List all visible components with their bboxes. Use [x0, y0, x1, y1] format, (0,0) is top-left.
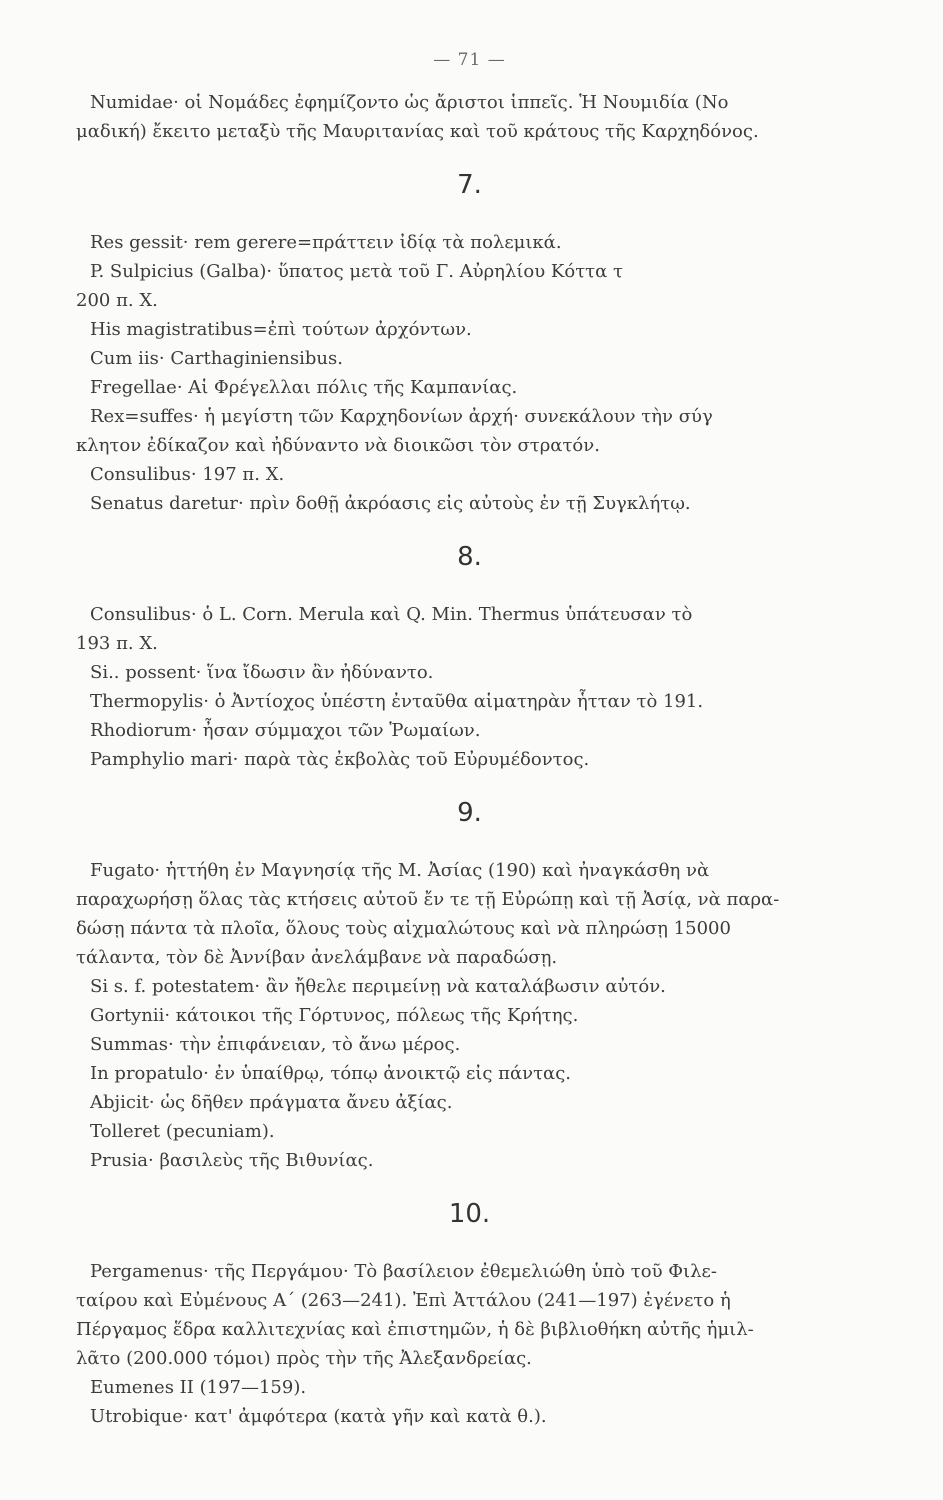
note-line: παραχωρήσῃ ὅλας τὰς κτήσεις αὐτοῦ ἔν τε τῇ Εὐρώπῃ καὶ τῇ Ἀσίᾳ, νὰ παρα-	[76, 889, 780, 910]
note-line: Rhodiorum· ἦσαν σύμμαχοι τῶν Ῥωμαίων.	[90, 720, 481, 741]
note-line: Utrobique· κατ' ἀμφότερα (κατὰ γῆν καὶ κατὰ θ.).	[90, 1406, 547, 1427]
note-line: Tolleret (pecuniam).	[90, 1121, 275, 1142]
note-line: δώσῃ πάντα τὰ πλοῖα, ὅλους τοὺς αἰχμαλώτους καὶ νὰ πληρώσῃ 15000	[76, 918, 731, 939]
note-section	[76, 542, 863, 774]
page-number: — 71 —	[433, 50, 506, 70]
note-line: Senatus daretur· πρὶν δοθῇ ἀκρόασις εἰς αὐτοὺς ἐν τῇ Συγκλήτῳ.	[90, 493, 691, 514]
section-number: 7.	[457, 170, 482, 200]
note-line: κλητον ἐδίκαζον καὶ ἠδύναντο νὰ διοικῶσι τὸν στρατόν.	[76, 435, 600, 456]
note-line: Fugato· ἡττήθη ἐν Μαγνησίᾳ τῆς Μ. Ἀσίας (190) καὶ ἠναγκάσθη νὰ	[90, 860, 710, 881]
section-number: 9.	[457, 798, 482, 828]
note-line: P. Sulpicius (Galba)· ὕπατος μετὰ τοῦ Γ. Αὐρηλίου Κόττα τ	[90, 261, 623, 282]
note-line: Abjicit· ὡς δῆθεν πράγματα ἄνευ ἀξίας.	[90, 1092, 453, 1113]
note-line: Gortynii· κάτοικοι τῆς Γόρτυνος, πόλεως τῆς Κρήτης.	[90, 1005, 579, 1026]
note-line: 200 π. Χ.	[76, 290, 158, 311]
note-section	[76, 170, 863, 518]
note-line: Si.. possent· ἵνα ἴδωσιν ἂν ἠδύναντο.	[90, 662, 434, 683]
section-number: 10.	[448, 1199, 491, 1229]
text-line: μαδική) ἔκειτο μεταξὺ τῆς Μαυριτανίας καὶ τοῦ κράτους τῆς Καρχηδόνος.	[76, 121, 759, 142]
section-number: 8.	[457, 542, 482, 572]
note-line: Πέργαμος ἕδρα καλλιτεχνίας καὶ ἐπιστημῶν, ἡ δὲ βιβλιοθήκη αὐτῆς ἡμιλ-	[76, 1319, 754, 1340]
note-line: Consulibus· ὁ L. Corn. Merula καὶ Q. Min. Thermus ὑπάτευσαν τὸ	[90, 604, 693, 625]
note-line: Rex=suffes· ἡ μεγίστη τῶν Καρχηδονίων ἀρχή· συνεκάλουν τὴν σύγ	[90, 406, 713, 427]
note-line: Eumenes II (197—159).	[90, 1377, 307, 1398]
note-section	[76, 798, 863, 1175]
text-line: Numidae· οἱ Νομάδες ἐφημίζοντο ὡς ἄριστοι ἱππεῖς. Ἡ Νουμιδία (Νο	[90, 92, 729, 113]
note-line: Fregellae· Αἱ Φρέγελλαι πόλις τῆς Καμπανίας.	[90, 377, 518, 398]
note-line: Si s. f. potestatem· ἂν ἤθελε περιμείνῃ νὰ καταλάβωσιν αὐτόν.	[90, 976, 666, 997]
note-line: ταίρου καὶ Εὐμένους Α΄ (263—241). Ἐπὶ Ἀττάλου (241—197) ἐγένετο ἡ	[76, 1290, 731, 1311]
note-line: Prusia· βασιλεὺς τῆς Βιθυνίας.	[90, 1150, 374, 1171]
note-line: Consulibus· 197 π. Χ.	[90, 464, 285, 485]
note-line: Pergamenus· τῆς Περγάμου· Τὸ βασίλειον ἐθεμελιώθη ὑπὸ τοῦ Φιλε-	[90, 1261, 717, 1282]
note-section	[76, 1199, 863, 1431]
note-line: Pamphylio mari· παρὰ τὰς ἐκβολὰς τοῦ Εὐρυμέδοντος.	[90, 749, 590, 770]
note-line: τάλαντα, τὸν δὲ Ἀννίβαν ἀνελάμβανε νὰ παραδώσῃ.	[76, 947, 558, 968]
note-line: Thermopylis· ὁ Ἀντίοχος ὑπέστη ἐνταῦθα αἱματηρὰν ἧτταν τὸ 191.	[90, 691, 704, 712]
note-line: Cum iis· Carthaginiensibus.	[90, 348, 343, 369]
notes-sections	[76, 170, 863, 1431]
note-line: Summas· τὴν ἐπιφάνειαν, τὸ ἄνω μέρος.	[90, 1034, 461, 1055]
intro-paragraph	[76, 88, 863, 146]
note-line: 193 π. Χ.	[76, 633, 158, 654]
note-line: His magistratibus=ἐπὶ τούτων ἀρχόντων.	[90, 319, 472, 340]
note-line: Res gessit· rem gerere=πράττειν ἰδίᾳ τὰ πολεμικά.	[90, 232, 562, 253]
note-line: λᾶτο (200.000 τόμοι) πρὸς τὴν τῆς Ἀλεξανδρείας.	[76, 1348, 532, 1369]
note-line: In propatulo· ἐν ὑπαίθρῳ, τόπῳ ἀνοικτῷ εἰς πάντας.	[90, 1063, 572, 1084]
